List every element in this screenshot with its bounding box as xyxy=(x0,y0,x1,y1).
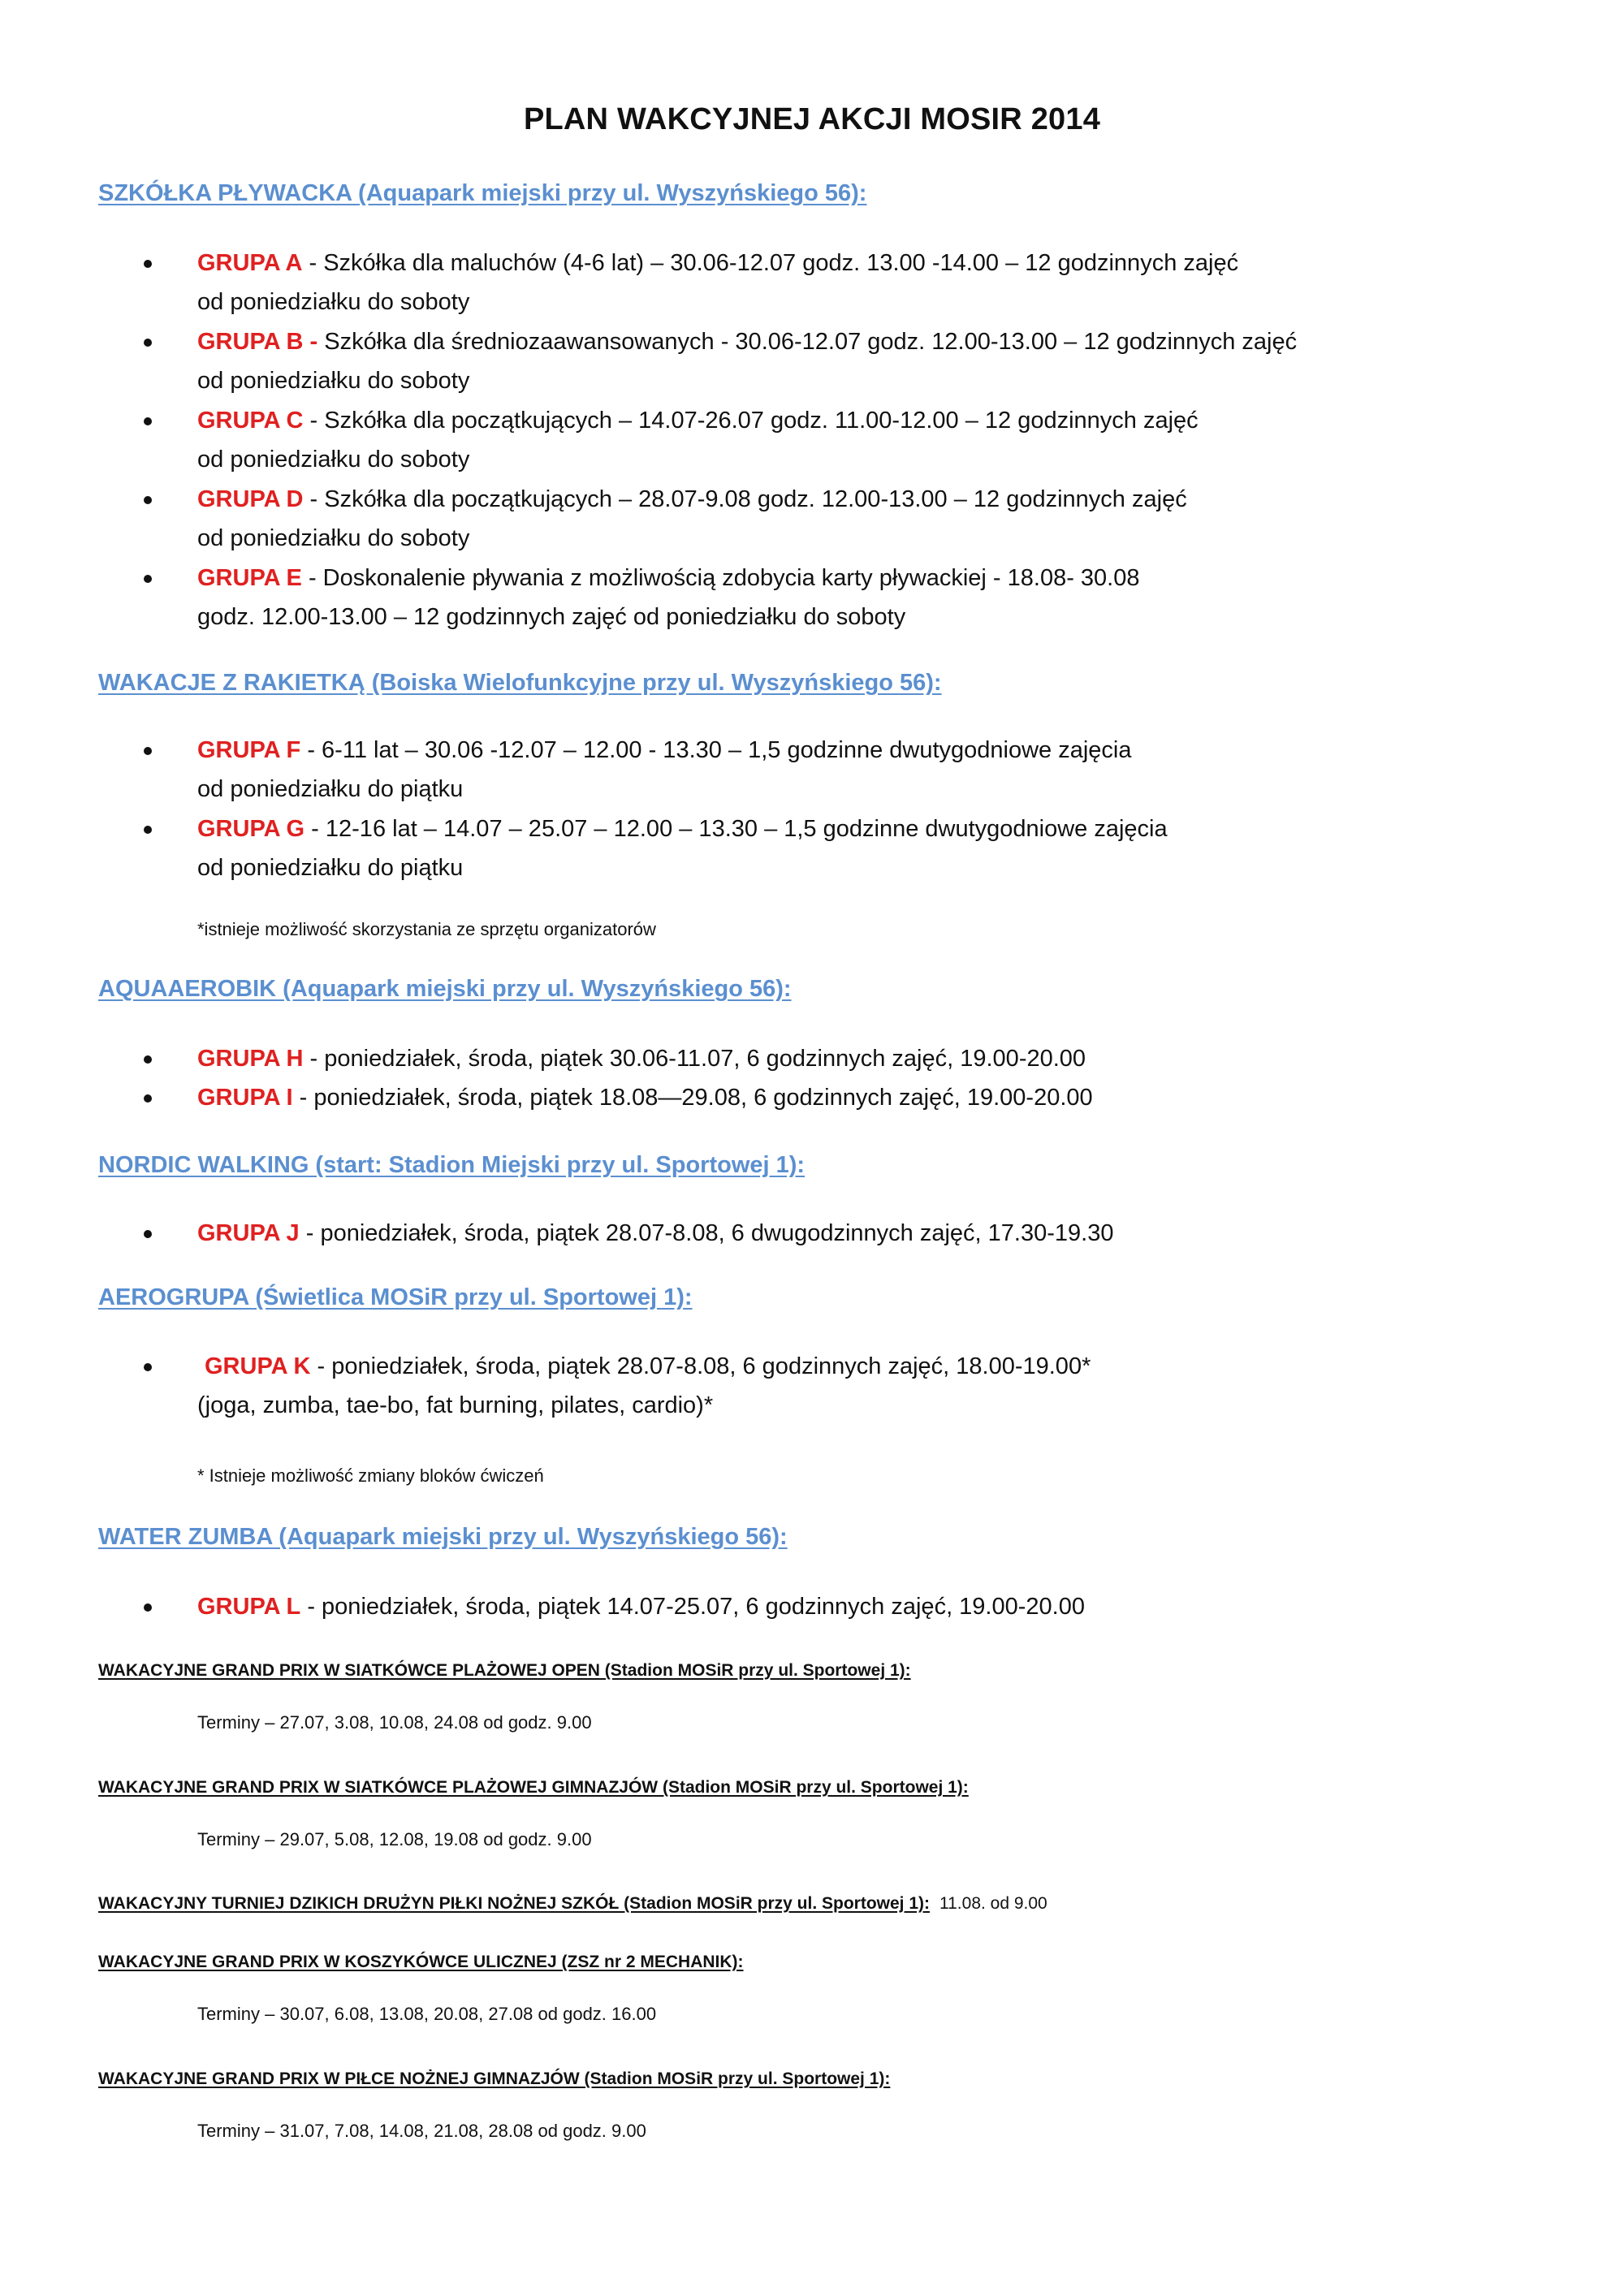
section-heading-rakietka: WAKACJE Z RAKIETKĄ (Boiska Wielofunkcyjne przy ul. Wyszyńskiego 56): xyxy=(98,670,942,696)
item-line-1: GRUPA K - poniedziałek, środa, piątek 28.07-8.08, 6 godzinnych zajęć, 18.00-19.00* xyxy=(205,1353,1091,1379)
item-line-1: GRUPA E - Doskonalenie pływania z możliwością zdobycia karty pływackiej - 18.08- 30.08 xyxy=(197,565,1140,591)
event-terms: Terminy – 30.07, 6.08, 13.08, 20.08, 27.08 od godz. 16.00 xyxy=(197,2004,657,2024)
group-label: GRUPA L xyxy=(197,1594,301,1620)
section-heading-nordic-walking: NORDIC WALKING (start: Stadion Miejski przy ul. Sportowej 1): xyxy=(98,1152,806,1178)
event-heading: WAKACYJNE GRAND PRIX W SIATKÓWCE PLAŻOWEJ OPEN (Stadion MOSiR przy ul. Sportowej 1): xyxy=(98,1661,911,1680)
page-title: PLAN WAKCYJNEJ AKCJI MOSIR 2014 xyxy=(523,102,1101,136)
event-heading: WAKACYJNY TURNIEJ DZIKICH DRUŻYN PIŁKI NOŻNEJ SZKÓŁ (Stadion MOSiR przy ul. Sportowej 1): 11.08. od 9.00 xyxy=(98,1894,1047,1913)
group-label: GRUPA F xyxy=(197,737,301,763)
item-line-1: GRUPA F - 6-11 lat – 30.06 -12.07 – 12.00 - 13.30 – 1,5 godzinne dwutygodniowe zajęcia xyxy=(197,737,1132,763)
group-label: GRUPA G xyxy=(197,816,305,842)
item-line-1: GRUPA D - Szkółka dla początkujących – 28.07-9.08 godz. 12.00-13.00 – 12 godzinnych zajęć xyxy=(197,486,1187,512)
bullet-icon xyxy=(144,1094,152,1103)
section-heading-aquaaerobik: AQUAAEROBIK (Aquapark miejski przy ul. Wyszyńskiego 56): xyxy=(98,976,792,1002)
group-label: GRUPA A xyxy=(197,250,303,276)
bullet-icon xyxy=(144,339,152,347)
bullet-icon xyxy=(144,1603,152,1612)
item-line-1: GRUPA B - Szkółka dla średniozaawansowanych - 30.06-12.07 godz. 12.00-13.00 – 12 godzinnych zajęć xyxy=(197,329,1298,355)
event-heading: WAKACYJNE GRAND PRIX W PIŁCE NOŻNEJ GIMNAZJÓW (Stadion MOSiR przy ul. Sportowej 1): xyxy=(98,2069,891,2088)
bullet-icon xyxy=(144,747,152,755)
event-terms: Terminy – 27.07, 3.08, 10.08, 24.08 od godz. 9.00 xyxy=(197,1712,592,1733)
section-heading-water-zumba: WATER ZUMBA (Aquapark miejski przy ul. Wyszyńskiego 56): xyxy=(98,1524,788,1550)
section-heading-aerogrupa: AEROGRUPA (Świetlica MOSiR przy ul. Sportowej 1): xyxy=(98,1284,693,1310)
bullet-icon xyxy=(144,575,152,583)
group-label: GRUPA J xyxy=(197,1220,300,1246)
footnote: * Istnieje możliwość zmiany bloków ćwiczeń xyxy=(197,1465,544,1486)
event-terms: Terminy – 31.07, 7.08, 14.08, 21.08, 28.08 od godz. 9.00 xyxy=(197,2121,646,2141)
section-heading-szkolka: SZKÓŁKA PŁYWACKA (Aquapark miejski przy ul. Wyszyńskiego 56): xyxy=(98,180,867,206)
event-heading: WAKACYJNE GRAND PRIX W KOSZYKÓWCE ULICZNEJ (ZSZ nr 2 MECHANIK): xyxy=(98,1953,744,1971)
group-label: GRUPA E xyxy=(197,565,302,591)
bullet-icon xyxy=(144,1230,152,1238)
item-line-2: godz. 12.00-13.00 – 12 godzinnych zajęć od poniedziałku do soboty xyxy=(197,604,906,630)
bullet-icon xyxy=(144,496,152,504)
group-label: GRUPA D xyxy=(197,486,304,512)
item-line-2: od poniedziałku do soboty xyxy=(197,289,470,315)
bullet-icon xyxy=(144,260,152,268)
group-label: GRUPA H xyxy=(197,1046,304,1072)
group-label: GRUPA K xyxy=(205,1353,311,1379)
item-line-2: od poniedziałku do soboty xyxy=(197,368,470,394)
item-line-1: GRUPA A - Szkółka dla maluchów (4-6 lat) – 30.06-12.07 godz. 13.00 -14.00 – 12 godzinnych zajęć xyxy=(197,250,1239,276)
group-label: GRUPA B - xyxy=(197,329,318,355)
item-line-2: od poniedziałku do soboty xyxy=(197,525,470,551)
item-line-2: (joga, zumba, tae-bo, fat burning, pilates, cardio)* xyxy=(197,1392,714,1418)
bullet-icon xyxy=(144,1055,152,1064)
event-heading: WAKACYJNE GRAND PRIX W SIATKÓWCE PLAŻOWEJ GIMNAZJÓW (Stadion MOSiR przy ul. Sportowej 1): xyxy=(98,1778,969,1797)
item-line-1: GRUPA H - poniedziałek, środa, piątek 30.06-11.07, 6 godzinnych zajęć, 19.00-20.00 xyxy=(197,1046,1086,1072)
group-label: GRUPA C xyxy=(197,408,304,434)
group-label: GRUPA I xyxy=(197,1085,293,1111)
item-line-2: od poniedziałku do piątku xyxy=(197,776,464,802)
event-terms: Terminy – 29.07, 5.08, 12.08, 19.08 od godz. 9.00 xyxy=(197,1829,592,1849)
bullet-icon xyxy=(144,1363,152,1371)
item-line-1: GRUPA J - poniedziałek, środa, piątek 28.07-8.08, 6 dwugodzinnych zajęć, 17.30-19.30 xyxy=(197,1220,1114,1246)
bullet-icon xyxy=(144,417,152,425)
footnote: *istnieje możliwość skorzystania ze sprzętu organizatorów xyxy=(197,919,656,939)
bullet-icon xyxy=(144,826,152,834)
item-line-2: od poniedziałku do soboty xyxy=(197,447,470,473)
item-line-1: GRUPA I - poniedziałek, środa, piątek 18.08—29.08, 6 godzinnych zajęć, 19.00-20.00 xyxy=(197,1085,1093,1111)
event-date: 11.08. od 9.00 xyxy=(939,1894,1047,1913)
item-line-1: GRUPA G - 12-16 lat – 14.07 – 25.07 – 12.00 – 13.30 – 1,5 godzinne dwutygodniowe zajęcia xyxy=(197,816,1168,842)
item-line-1: GRUPA C - Szkółka dla początkujących – 14.07-26.07 godz. 11.00-12.00 – 12 godzinnych zajęć xyxy=(197,408,1199,434)
item-line-1: GRUPA L - poniedziałek, środa, piątek 14.07-25.07, 6 godzinnych zajęć, 19.00-20.00 xyxy=(197,1594,1085,1620)
item-line-2: od poniedziałku do piątku xyxy=(197,855,464,881)
